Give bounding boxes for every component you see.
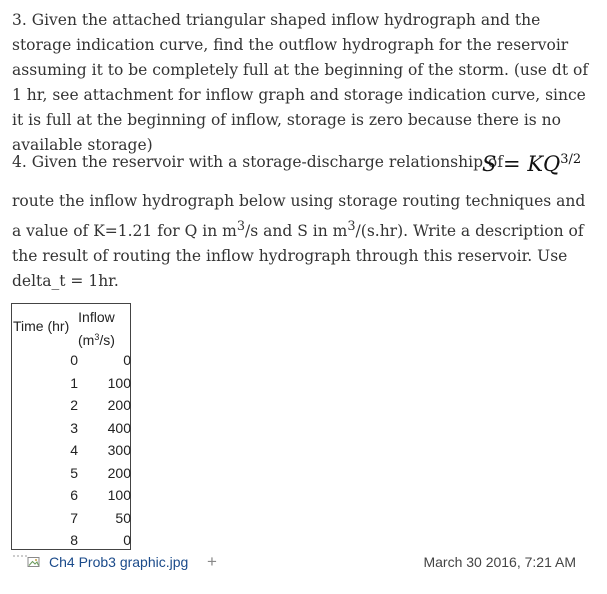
storage-equation <box>482 152 581 176</box>
question-4-lead: 4. Given the reservoir with a storage-discharge relationship of <box>12 153 503 171</box>
header-inflow-line1: Inflow <box>78 309 115 325</box>
attachment-link[interactable]: Ch4 Prob3 graphic.jpg <box>49 554 189 570</box>
time-cell: 2 <box>70 397 78 413</box>
image-file-icon <box>13 555 43 569</box>
attachment-timestamp: March 30 2016, 7:21 AM <box>423 554 576 570</box>
table-row <box>12 532 130 555</box>
inflow-cell: 400 <box>107 419 131 436</box>
table-row <box>12 397 130 420</box>
question-3-text: 3. Given the attached triangular shaped inflow hydrograph and the storage indication curve, find the outflow hydrograph for the reservoir assuming it to be completely full at the beginning of the storm. (use dt of 1 hr, see attachment for inflow graph and storage indication curve, since it is full at the beginning of inflow, storage is zero because there is no available storage) <box>12 11 589 154</box>
header-time: Time (hr) <box>13 318 70 334</box>
table-row <box>12 510 130 533</box>
inflow-table <box>11 303 131 550</box>
table-row <box>12 352 130 375</box>
header-inflow-unit-sup: 3 <box>94 332 100 342</box>
table-row <box>12 375 130 398</box>
table-row <box>12 442 130 465</box>
header-inflow <box>78 307 115 350</box>
inflow-cell: 100 <box>107 487 131 503</box>
inflow-cell: 200 <box>107 397 131 413</box>
table-row <box>12 487 130 510</box>
time-cell: 6 <box>70 487 78 503</box>
table-body <box>12 352 130 555</box>
time-cell: 5 <box>70 464 78 481</box>
time-cell: 3 <box>70 419 78 436</box>
body-part-a: route the inflow hydrograph below using storage routing techniques and a value of K=1.21 for Q in m <box>12 192 586 241</box>
inflow-cell: 50 <box>115 509 131 526</box>
add-attachment-button[interactable]: + <box>207 552 217 571</box>
inflow-cell: 0 <box>123 532 131 548</box>
table-row <box>12 420 130 443</box>
inflow-cell: 200 <box>107 464 131 481</box>
body-sup-2: 3 <box>347 219 356 234</box>
body-part-b: /s and S in m <box>245 222 348 241</box>
header-inflow-unit-pre: (m <box>78 332 95 348</box>
inflow-cell: 0 <box>123 352 131 368</box>
time-cell: 7 <box>70 509 78 526</box>
attachment-bar <box>13 553 593 577</box>
time-cell: 4 <box>70 442 78 458</box>
time-cell: 0 <box>70 352 78 368</box>
table-row <box>12 465 130 488</box>
question-4-header <box>12 146 597 186</box>
time-cell: 1 <box>70 374 78 391</box>
equation-lhs: S = KQ <box>482 152 561 176</box>
time-cell: 8 <box>70 532 78 548</box>
header-inflow-unit-post: /s) <box>99 332 115 348</box>
question-4-body <box>12 189 597 294</box>
inflow-cell: 100 <box>107 374 131 391</box>
body-sup-1: 3 <box>236 219 246 234</box>
equation-exponent: 3/2 <box>560 152 582 167</box>
body-part-c: /(s.hr). Write a description of the result of routing the inflow hydrograph through this reservoir. Use delta_t = 1hr. <box>12 222 584 291</box>
inflow-cell: 300 <box>107 442 131 458</box>
